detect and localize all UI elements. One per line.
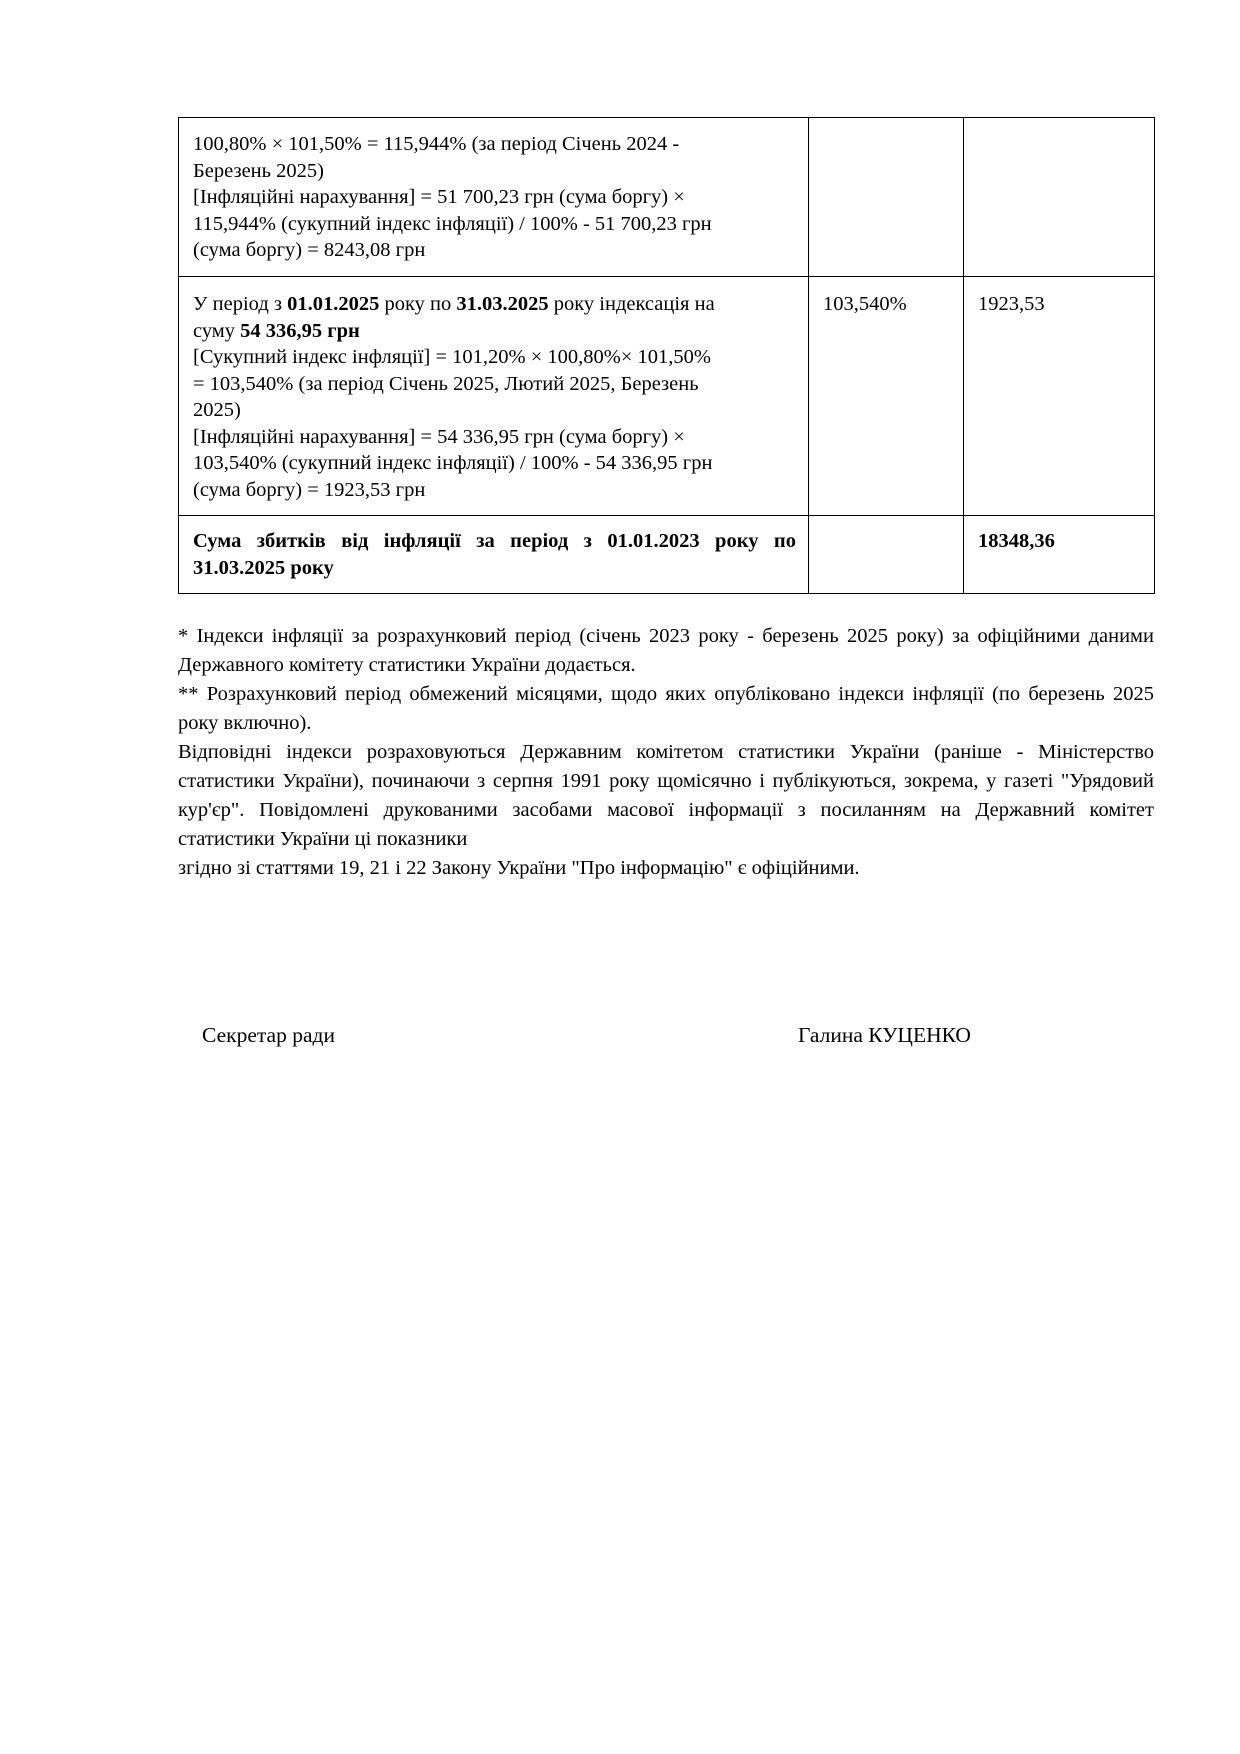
text-line: [Інфляційні нарахування] = 54 336,95 грн (сума боргу) ×	[193, 425, 685, 448]
table-row	[179, 118, 1155, 277]
explanatory-paragraph-last-line: згідно зі статтями 19, 21 і 22 Закону України "Про інформацію" є офіційними.	[178, 857, 860, 879]
heading-text: року індексація на	[548, 293, 715, 315]
footnote-2: ** Розрахунковий період обмежений місяцями, щодо яких опубліковано індекси інфляції (по березень 2025 року включно).	[178, 683, 1154, 734]
amount-cell	[964, 118, 1155, 277]
heading-text: суму	[193, 319, 241, 342]
text-line: 115,944% (сукупний індекс інфляції) / 100% - 51 700,23 грн	[193, 212, 712, 235]
text-line: 100,80% × 101,50% = 115,944% (за період Січень 2024 -	[193, 133, 680, 155]
text-line: (сума боргу) = 8243,08 грн	[193, 239, 426, 261]
end-date: 31.03.2025	[456, 293, 549, 315]
index-cell	[809, 118, 964, 277]
calculation-description-cell	[179, 118, 809, 277]
text-line: 103,540% (сукупний індекс інфляції) / 100% - 54 336,95 грн	[193, 452, 713, 474]
calculation-description-cell	[179, 277, 809, 516]
period-heading-sum	[193, 318, 796, 345]
heading-text: У період з	[193, 293, 288, 315]
table-row	[179, 277, 1155, 516]
inflation-calculation-table	[178, 117, 1155, 594]
text-line: 2025)	[193, 399, 241, 421]
signatory-position: Секретар ради	[202, 1023, 335, 1047]
start-date: 01.01.2025	[287, 293, 380, 315]
amount-cell: 1923,53	[964, 277, 1155, 516]
footnotes	[178, 622, 1154, 883]
text-line: = 103,540% (за період Січень 2025, Лютий 2025, Березень	[193, 372, 699, 395]
debt-sum: 54 336,95 грн	[240, 319, 360, 342]
explanatory-paragraph: Відповідні індекси розраховуються Державним комітетом статистики України (раніше - Міністерство статистики України), починаючи з серпня 1991 року щомісячно і публікуються, зокрема, у газеті "Урядовий кур'єр". Повідомлені друкованими засобами масової інформації з посиланням на Державний комітет статистики України ці показники	[178, 741, 1154, 850]
heading-text: року по	[379, 293, 457, 315]
text-line: Березень 2025)	[193, 159, 324, 182]
footnote-1: * Індекси інфляції за розрахунковий період (січень 2023 року - березень 2025 року) за офіційними даними Державного комітету статистики України додається.	[178, 625, 1154, 676]
total-amount-cell: 18348,36	[964, 516, 1155, 594]
table-row-total	[179, 516, 1155, 594]
total-label-cell: Сума збитків від інфляції за період з 01.01.2023 року по 31.03.2025 року	[179, 516, 809, 594]
signatory-name: Галина КУЦЕНКО	[798, 1023, 971, 1047]
index-cell	[809, 516, 964, 594]
period-heading	[193, 291, 796, 318]
text-line: [Сукупний індекс інфляції] = 101,20% × 100,80%× 101,50%	[193, 346, 711, 368]
index-cell: 103,540%	[809, 277, 964, 516]
text-line: [Інфляційні нарахування] = 51 700,23 грн (сума боргу) ×	[193, 186, 685, 208]
text-line: (сума боргу) = 1923,53 грн	[193, 478, 426, 501]
